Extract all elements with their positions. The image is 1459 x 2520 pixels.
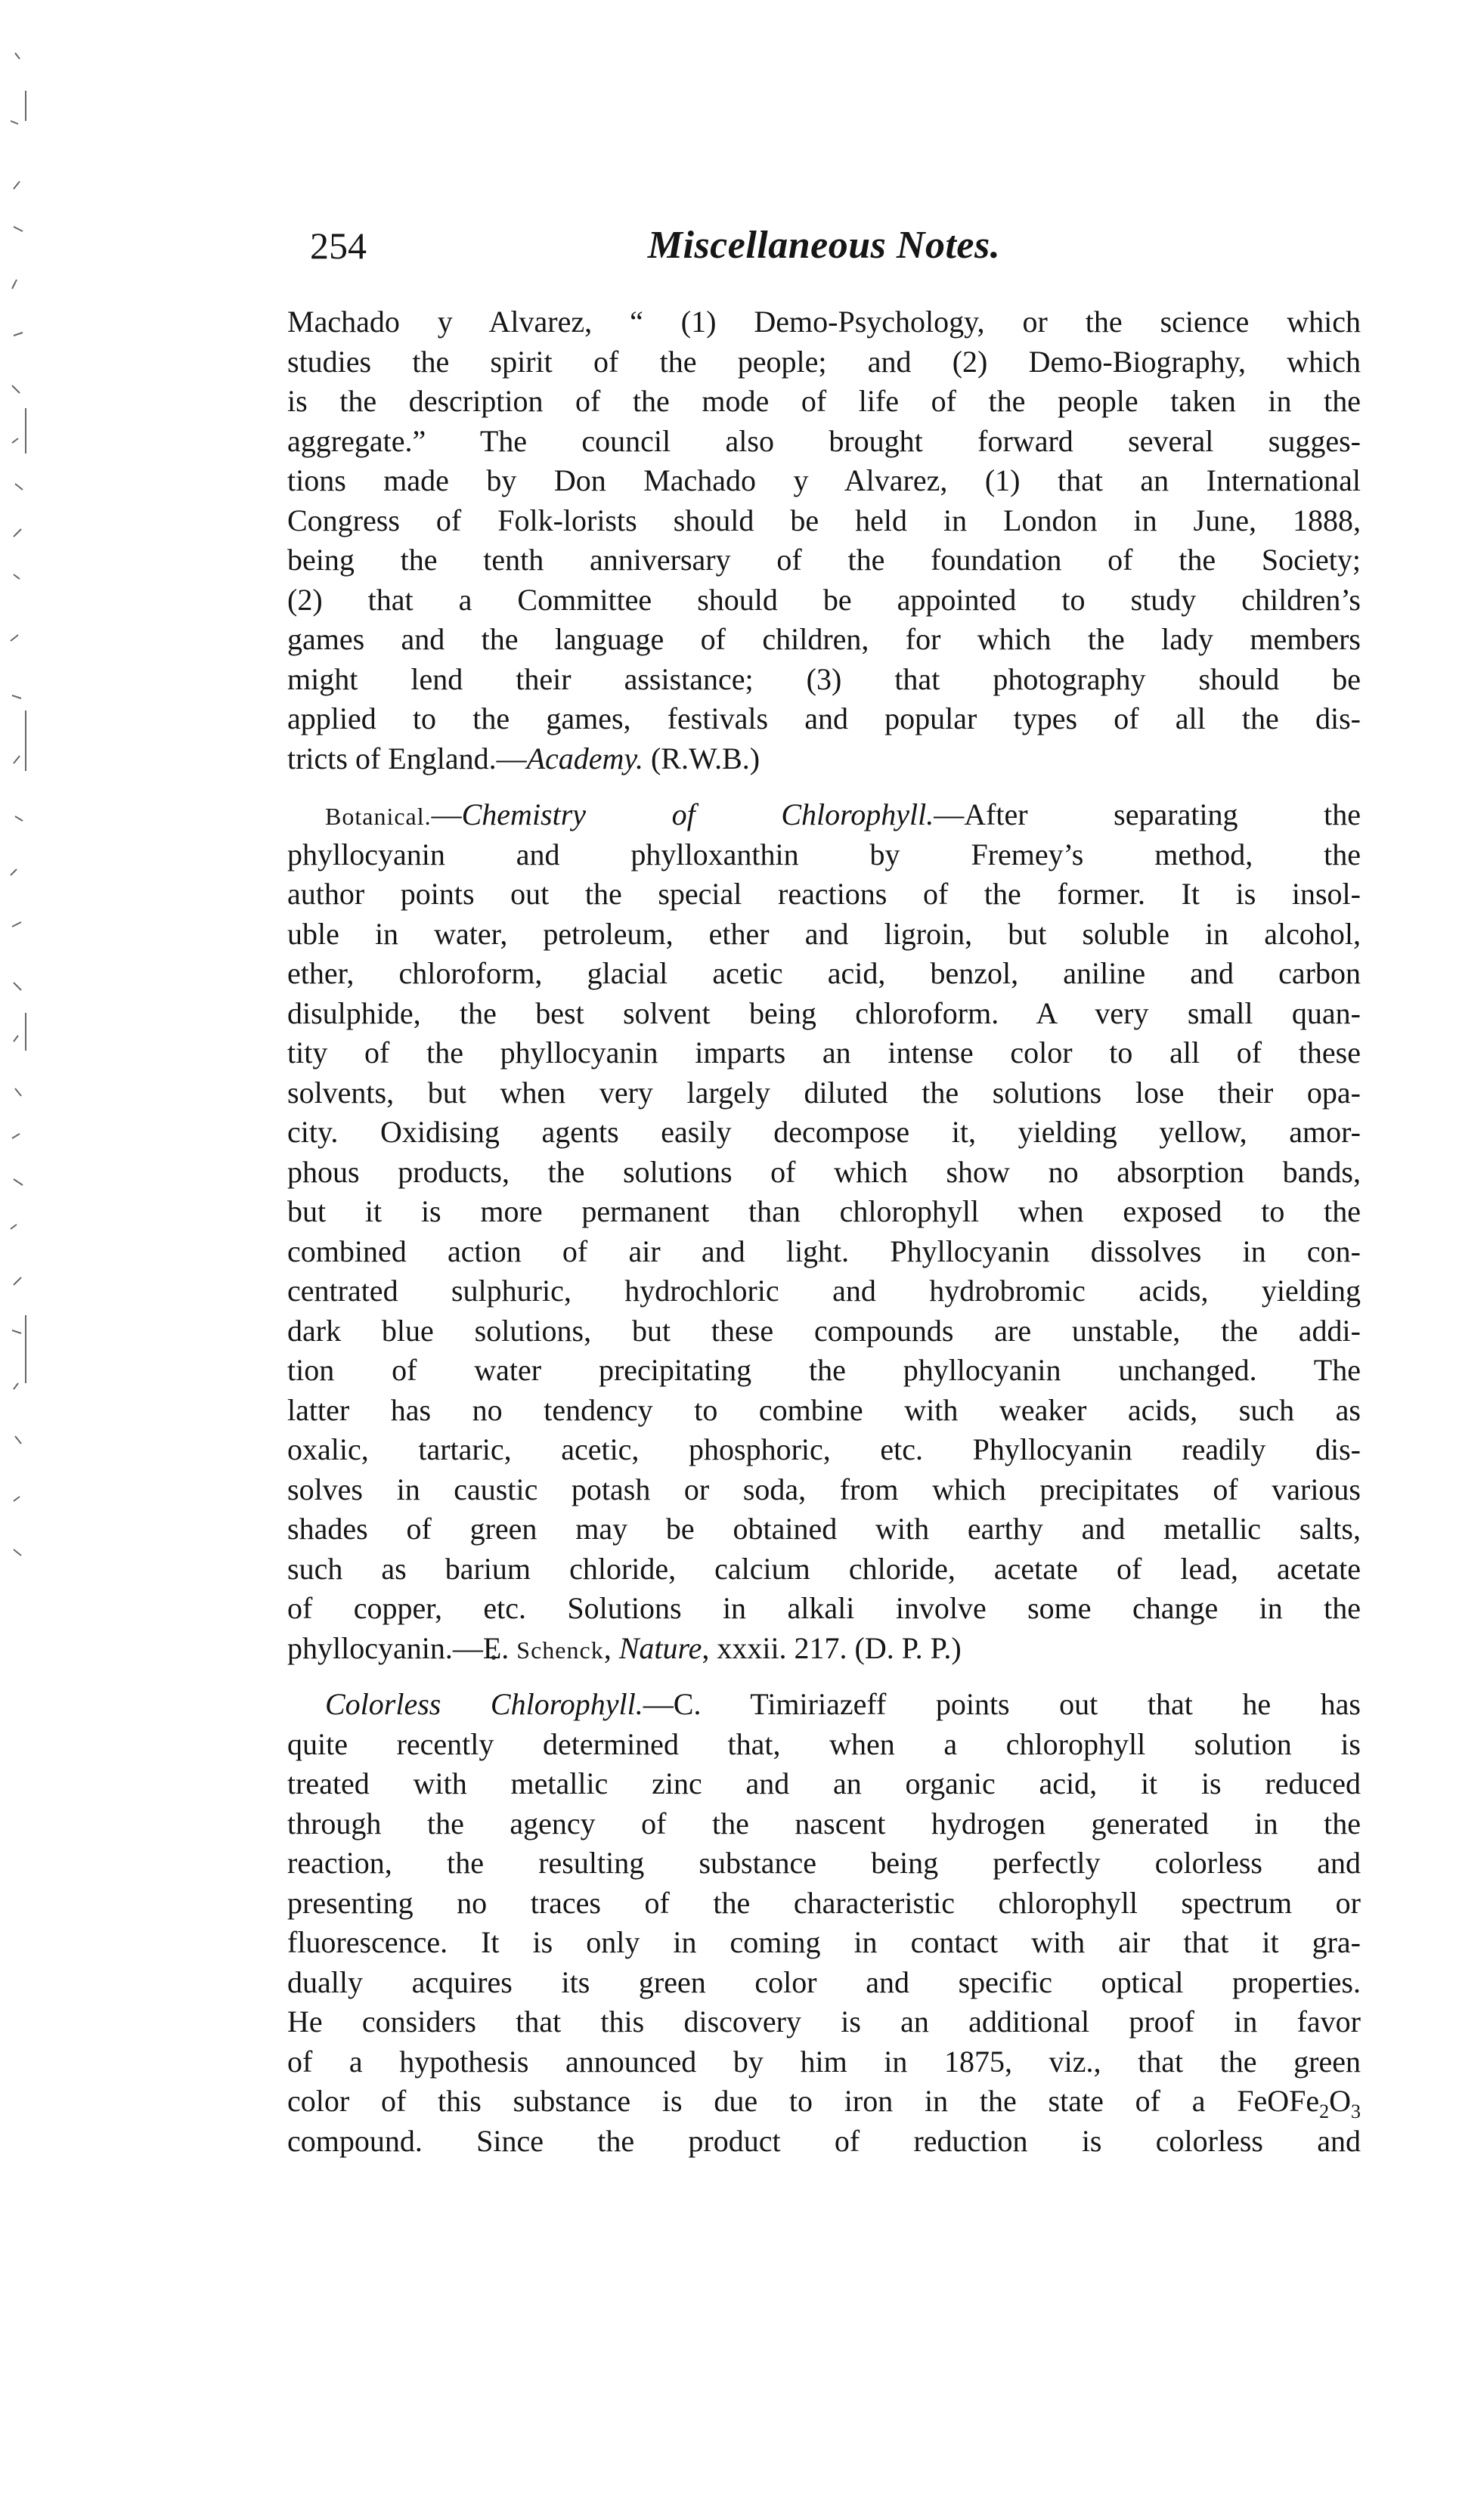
text-line: disulphide, the best solvent being chloroform. A very small quan-	[287, 995, 1361, 1030]
text-line: Machado y Alvarez, “ (1) Demo-Psychology, or the science which	[287, 305, 1361, 339]
text-line: applied to the games, festivals and popular types of all the dis-	[287, 701, 1361, 735]
text-line: phous products, the solutions of which show no absorption bands,	[287, 1154, 1361, 1189]
paragraph-botanical	[287, 795, 1361, 1668]
text-line	[287, 1685, 1361, 1725]
text-line: city. Oxidising agents easily decompose it, yielding yellow, amor-	[287, 1115, 1361, 1149]
text-run: , xxxii. 217. (D. P. P.)	[702, 1630, 962, 1665]
note-title: Colorless Chlorophyll.	[325, 1687, 643, 1721]
text-line: (2) that a Committee should be appointed to study children’s	[287, 582, 1361, 617]
text-line: of copper, etc. Solutions in alkali involve some change in the	[287, 1591, 1361, 1625]
text-line	[287, 739, 1361, 779]
text-run: ,	[603, 1630, 619, 1665]
text-line: compound. Since the product of reduction is colorless and	[287, 2123, 1361, 2158]
text-line: quite recently determined that, when a chlorophyll solution is	[287, 1726, 1361, 1761]
text-line: is the description of the mode of life of the people taken in the	[287, 384, 1361, 418]
page-header	[287, 219, 1361, 272]
text-line: tity of the phyllocyanin imparts an intense color to all of these	[287, 1036, 1361, 1070]
subscript: 2	[1319, 2101, 1330, 2122]
text-line: might lend their assistance; (3) that photography should be	[287, 661, 1361, 696]
text-line: through the agency of the nascent hydrogen generated in the	[287, 1806, 1361, 1840]
body-text	[287, 302, 1361, 2178]
text-run: phyllocyanin.—E.	[287, 1630, 517, 1665]
text-line: uble in water, petroleum, ether and ligroin, but soluble in alcohol,	[287, 916, 1361, 951]
running-head: Miscellaneous Notes.	[647, 224, 1001, 267]
paragraph-colorless-chlorophyll	[287, 1685, 1361, 2161]
scan-edge-noise	[0, 30, 53, 1693]
text-line: dually acquires its green color and specific optical properties.	[287, 1964, 1361, 1999]
text-line: solvents, but when very largely diluted the solutions lose their opa-	[287, 1075, 1361, 1110]
text-run: —C. Timiriazeff points out that he has	[643, 1687, 1361, 1721]
text-line: but it is more permanent than chlorophyll when exposed to the	[287, 1194, 1361, 1228]
text-line: author points out the special reactions of the former. It is insol-	[287, 877, 1361, 911]
subscript: 3	[1351, 2101, 1361, 2122]
page-number: 254	[310, 224, 367, 267]
text-line: reaction, the resulting substance being perfectly colorless and	[287, 1846, 1361, 1880]
text-line: aggregate.” The council also brought forward several sugges-	[287, 423, 1361, 458]
note-title: Chemistry of Chlorophyll.	[461, 797, 934, 831]
source-citation: Nature	[618, 1630, 702, 1665]
text-line: being the tenth anniversary of the foundation of the Society;	[287, 543, 1361, 577]
text-line	[287, 795, 1361, 835]
text-line: tions made by Don Machado y Alvarez, (1) that an International	[287, 463, 1361, 497]
text-line: ether, chloroform, glacial acetic acid, benzol, aniline and carbon	[287, 956, 1361, 990]
text-run: —	[431, 797, 462, 831]
text-line: latter has no tendency to combine with weaker acids, such as	[287, 1392, 1361, 1427]
text-line: fluorescence. It is only in coming in contact with air that it gra-	[287, 1925, 1361, 1959]
text-line: presenting no traces of the characteristic chlorophyll spectrum or	[287, 1885, 1361, 1920]
author-initials: (R.W.B.)	[643, 741, 760, 776]
text-run: tricts of England.—	[287, 741, 527, 776]
text-line: games and the language of children, for which the lady members	[287, 622, 1361, 656]
text-run: O	[1329, 2084, 1351, 2118]
author-name: Schenck	[516, 1636, 604, 1664]
text-line: centrated sulphuric, hydrochloric and hydrobromic acids, yielding	[287, 1274, 1361, 1308]
text-line: shades of green may be obtained with earthy and metallic salts,	[287, 1512, 1361, 1546]
text-line: solves in caustic potash or soda, from which precipitates of various	[287, 1472, 1361, 1506]
source-citation: Academy.	[526, 741, 643, 776]
text-line	[287, 1629, 1361, 1669]
text-line: of a hypothesis announced by him in 1875, viz., that the green	[287, 2044, 1361, 2079]
text-line: Congress of Folk-lorists should be held in London in June, 1888,	[287, 503, 1361, 537]
text-run: —After separating the	[934, 797, 1361, 831]
section-label: Botanical.	[325, 803, 432, 830]
text-line: combined action of air and light. Phyllocyanin dissolves in con-	[287, 1234, 1361, 1268]
paragraph-folklore	[287, 302, 1361, 779]
text-line: studies the spirit of the people; and (2) Demo-Biography, which	[287, 344, 1361, 379]
text-line: oxalic, tartaric, acetic, phosphoric, etc. Phyllocyanin readily dis-	[287, 1432, 1361, 1466]
text-line: He considers that this discovery is an additional proof in favor	[287, 2005, 1361, 2039]
text-run: color of this substance is due to iron in the state of a FeOFe	[287, 2084, 1320, 2118]
text-line: tion of water precipitating the phyllocyanin unchanged. The	[287, 1353, 1361, 1387]
text-line	[287, 2082, 1361, 2122]
text-line: phyllocyanin and phylloxanthin by Fremey’s method, the	[287, 837, 1361, 871]
text-line: dark blue solutions, but these compounds are unstable, the addi-	[287, 1313, 1361, 1348]
text-line: such as barium chloride, calcium chloride, acetate of lead, acetate	[287, 1551, 1361, 1586]
text-line: treated with metallic zinc and an organic acid, it is reduced	[287, 1766, 1361, 1800]
